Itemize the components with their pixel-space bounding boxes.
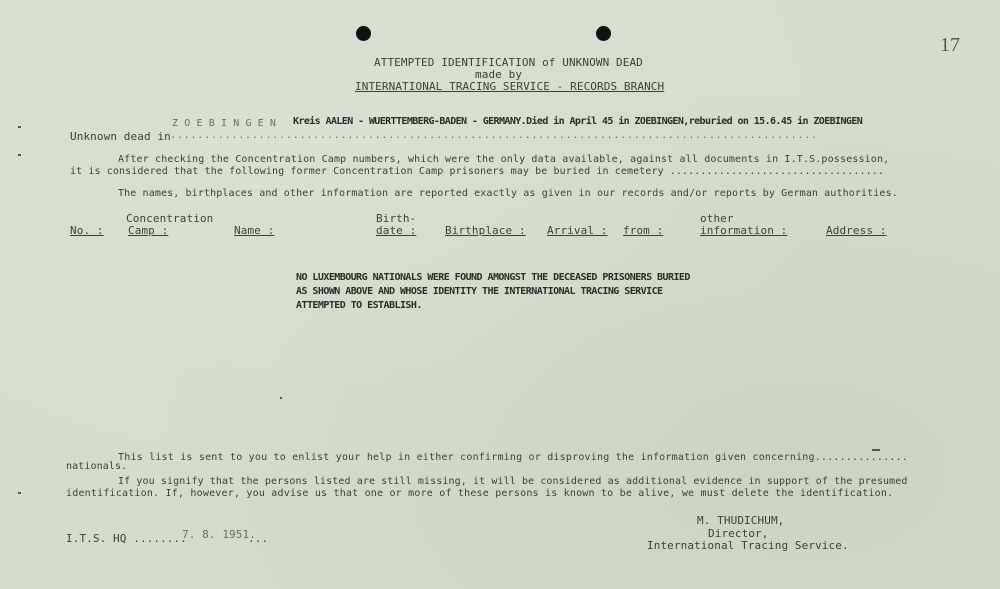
col-address: Address :	[826, 224, 887, 237]
signature-name: M. THUDICHUM,	[697, 514, 785, 527]
signature-title: Director,	[708, 527, 769, 540]
col-camp: Camp :	[128, 224, 169, 237]
col-other-information: information :	[700, 224, 788, 237]
footer-nationals: nationals.	[66, 461, 128, 472]
its-hq-dots: ...	[248, 532, 269, 545]
paragraph-checking: After checking the Concentration Camp numbers, which were the only data available, against all documents in I.T.S.possession,	[118, 154, 890, 165]
margin-mark	[18, 492, 21, 494]
notice-line2: AS SHOWN ABOVE AND WHOSE IDENTITY THE INTERNATIONAL TRACING SERVICE	[296, 286, 663, 297]
footer-help-request: This list is sent to you to enlist your help in either confirming or disproving the information given concerning...............	[118, 452, 909, 463]
punch-hole-left	[356, 26, 371, 41]
page-number: 17	[940, 34, 960, 56]
burial-details: Kreis AALEN - WUERTTEMBERG-BADEN - GERMANY.Died in April 45 in ZOEBINGEN,reburied on 15.6.45 in ZOEBINGEN	[293, 116, 863, 127]
col-birthplace: Birthplace :	[445, 224, 526, 237]
punch-hole-right	[596, 26, 611, 41]
header-title: ATTEMPTED IDENTIFICATION of UNKNOWN DEAD	[374, 56, 643, 69]
margin-mark	[18, 154, 21, 156]
unknown-dead-label: Unknown dead in	[70, 130, 171, 143]
its-hq-label: I.T.S. HQ ........	[66, 532, 188, 545]
header-made-by: made by	[475, 68, 523, 81]
col-no: No. :	[70, 224, 104, 237]
col-birth-top: Birth-	[376, 212, 417, 225]
paragraph-names: The names, birthplaces and other information are reported exactly as given in our records and/or reports by German authorities.	[118, 188, 898, 199]
unknown-dead-dots: ...............................................................................................	[170, 130, 818, 141]
footer-alive: identification. If, however, you advise us that one or more of these persons is known to be alive, we must delete the identification.	[66, 488, 894, 499]
col-camp-top: Concentration	[126, 212, 214, 225]
col-arrival: Arrival :	[547, 224, 608, 237]
notice-line3: ATTEMPTED TO ESTABLISH.	[296, 300, 422, 311]
col-name: Name :	[234, 224, 275, 237]
margin-mark	[18, 126, 21, 128]
margin-mark	[872, 449, 880, 451]
burial-place: Z O E B I N G E N	[172, 118, 277, 129]
notice-line1: NO LUXEMBOURG NATIONALS WERE FOUND AMONGST THE DECEASED PRISONERS BURIED	[296, 272, 690, 283]
col-other-top: other	[700, 212, 734, 225]
paragraph-considered: it is considered that the following former Concentration Camp prisoners may be buried in cemetery ...................................	[70, 166, 885, 177]
signature-org: International Tracing Service.	[647, 539, 849, 552]
col-birthdate: date :	[376, 224, 417, 237]
margin-mark	[280, 397, 282, 399]
footer-missing: If you signify that the persons listed are still missing, it will be considered as additional evidence in support of the presumed	[118, 476, 908, 487]
its-hq-date: 7. 8. 1951.	[182, 528, 256, 541]
header-branch: INTERNATIONAL TRACING SERVICE - RECORDS BRANCH	[355, 80, 665, 93]
col-from: from :	[623, 224, 664, 237]
